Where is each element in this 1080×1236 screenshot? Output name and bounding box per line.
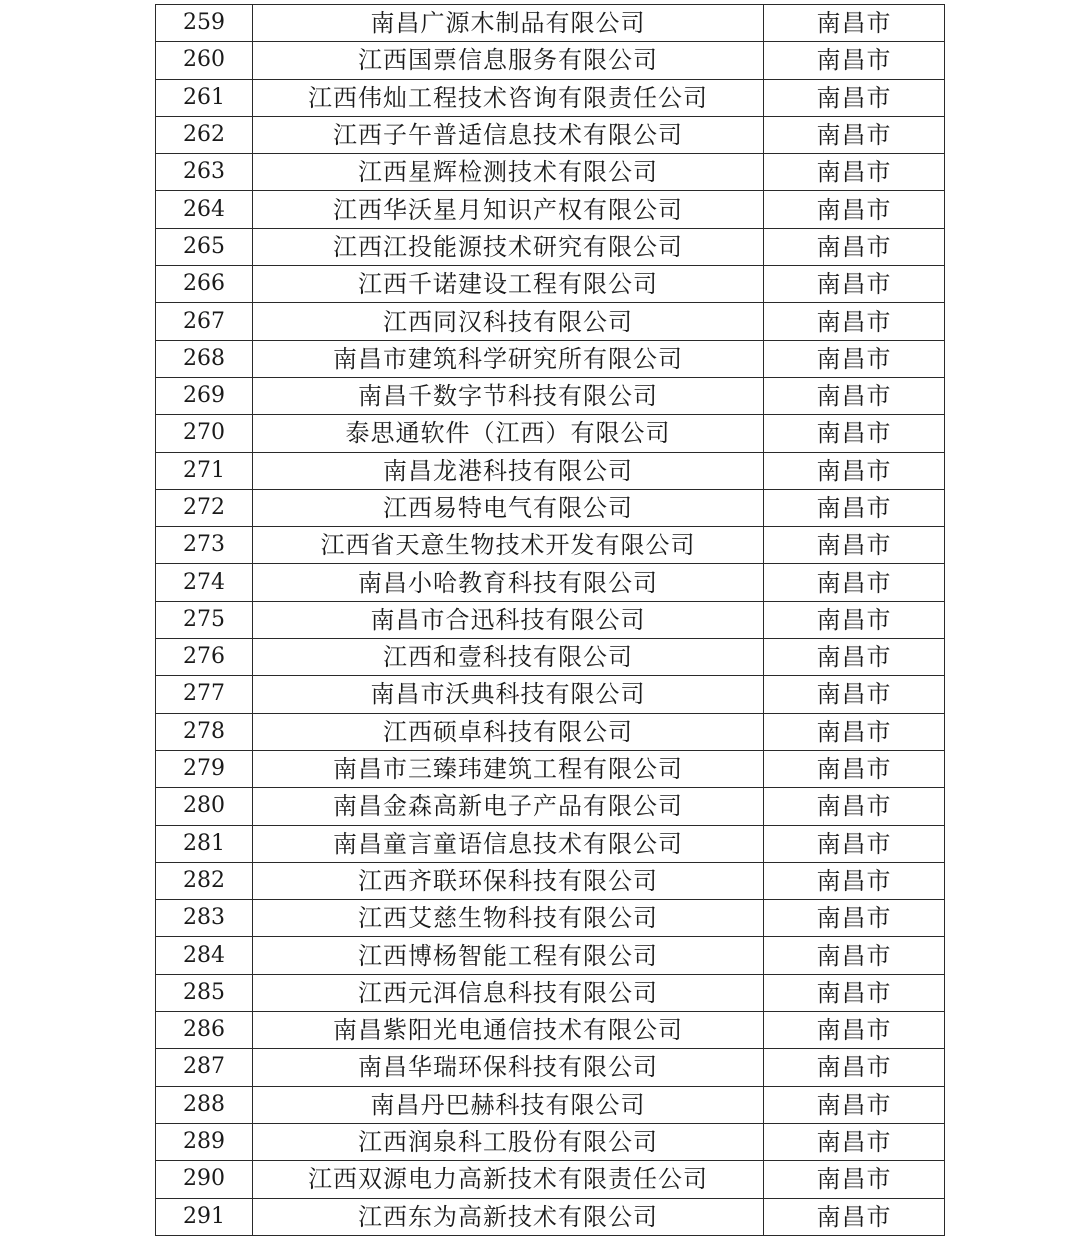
city-cell: 南昌市 — [764, 601, 945, 638]
table-row — [156, 676, 945, 713]
row-number-cell: 279 — [156, 750, 253, 787]
city-cell: 南昌市 — [764, 42, 945, 79]
table-row — [156, 1086, 945, 1123]
row-number-cell: 271 — [156, 452, 253, 489]
table-row — [156, 42, 945, 79]
city-cell: 南昌市 — [764, 415, 945, 452]
company-name-cell: 江西元洱信息科技有限公司 — [253, 974, 764, 1011]
row-number-cell: 264 — [156, 191, 253, 228]
row-number-cell: 260 — [156, 42, 253, 79]
row-number-cell: 261 — [156, 79, 253, 116]
table-row — [156, 303, 945, 340]
row-number-cell: 289 — [156, 1123, 253, 1160]
table-row — [156, 489, 945, 526]
row-number-cell: 274 — [156, 564, 253, 601]
city-cell: 南昌市 — [764, 228, 945, 265]
table-row — [156, 1123, 945, 1160]
row-number-cell: 283 — [156, 900, 253, 937]
row-number-cell: 276 — [156, 639, 253, 676]
city-cell: 南昌市 — [764, 116, 945, 153]
row-number-cell: 278 — [156, 713, 253, 750]
row-number-cell: 285 — [156, 974, 253, 1011]
company-name-cell: 江西子午普适信息技术有限公司 — [253, 116, 764, 153]
company-name-cell: 江西千诺建设工程有限公司 — [253, 266, 764, 303]
row-number-cell: 282 — [156, 862, 253, 899]
company-name-cell: 江西同汉科技有限公司 — [253, 303, 764, 340]
row-number-cell: 270 — [156, 415, 253, 452]
company-name-cell: 江西博杨智能工程有限公司 — [253, 937, 764, 974]
city-cell: 南昌市 — [764, 564, 945, 601]
city-cell: 南昌市 — [764, 489, 945, 526]
city-cell: 南昌市 — [764, 788, 945, 825]
table-row — [156, 825, 945, 862]
company-name-cell: 江西省天意生物技术开发有限公司 — [253, 527, 764, 564]
table-row — [156, 415, 945, 452]
city-cell: 南昌市 — [764, 862, 945, 899]
table-row — [156, 266, 945, 303]
city-cell: 南昌市 — [764, 1123, 945, 1160]
table-row — [156, 900, 945, 937]
company-name-cell: 南昌华瑞环保科技有限公司 — [253, 1049, 764, 1086]
company-name-cell: 南昌市合迅科技有限公司 — [253, 601, 764, 638]
city-cell: 南昌市 — [764, 937, 945, 974]
table-row — [156, 228, 945, 265]
company-name-cell: 江西易特电气有限公司 — [253, 489, 764, 526]
company-name-cell: 南昌龙港科技有限公司 — [253, 452, 764, 489]
company-name-cell: 江西华沃星月知识产权有限公司 — [253, 191, 764, 228]
company-name-cell: 南昌小哈教育科技有限公司 — [253, 564, 764, 601]
city-cell: 南昌市 — [764, 1049, 945, 1086]
city-cell: 南昌市 — [764, 1012, 945, 1049]
table-row — [156, 5, 945, 42]
row-number-cell: 265 — [156, 228, 253, 265]
company-name-cell: 南昌市建筑科学研究所有限公司 — [253, 340, 764, 377]
table-row — [156, 116, 945, 153]
table-row — [156, 937, 945, 974]
company-name-cell: 泰思通软件（江西）有限公司 — [253, 415, 764, 452]
city-cell: 南昌市 — [764, 527, 945, 564]
table-row — [156, 452, 945, 489]
city-cell: 南昌市 — [764, 452, 945, 489]
city-cell: 南昌市 — [764, 154, 945, 191]
table-row — [156, 750, 945, 787]
row-number-cell: 284 — [156, 937, 253, 974]
row-number-cell: 281 — [156, 825, 253, 862]
row-number-cell: 269 — [156, 377, 253, 414]
row-number-cell: 273 — [156, 527, 253, 564]
row-number-cell: 267 — [156, 303, 253, 340]
company-name-cell: 南昌丹巴赫科技有限公司 — [253, 1086, 764, 1123]
table-row — [156, 527, 945, 564]
city-cell: 南昌市 — [764, 340, 945, 377]
company-name-cell: 江西双源电力高新技术有限责任公司 — [253, 1161, 764, 1198]
row-number-cell: 287 — [156, 1049, 253, 1086]
company-list-table — [155, 4, 945, 1236]
table-body — [156, 5, 945, 1236]
table-row — [156, 713, 945, 750]
row-number-cell: 263 — [156, 154, 253, 191]
city-cell: 南昌市 — [764, 377, 945, 414]
city-cell: 南昌市 — [764, 79, 945, 116]
company-name-cell: 江西星辉检测技术有限公司 — [253, 154, 764, 191]
row-number-cell: 280 — [156, 788, 253, 825]
row-number-cell: 288 — [156, 1086, 253, 1123]
table-row — [156, 974, 945, 1011]
company-name-cell: 江西和壹科技有限公司 — [253, 639, 764, 676]
row-number-cell: 259 — [156, 5, 253, 42]
company-name-cell: 南昌千数字节科技有限公司 — [253, 377, 764, 414]
row-number-cell: 272 — [156, 489, 253, 526]
company-name-cell: 南昌童言童语信息技术有限公司 — [253, 825, 764, 862]
table-row — [156, 601, 945, 638]
city-cell: 南昌市 — [764, 1198, 945, 1235]
table-row — [156, 788, 945, 825]
company-name-cell: 南昌市沃典科技有限公司 — [253, 676, 764, 713]
city-cell: 南昌市 — [764, 900, 945, 937]
table-row — [156, 377, 945, 414]
row-number-cell: 277 — [156, 676, 253, 713]
company-name-cell: 江西东为高新技术有限公司 — [253, 1198, 764, 1235]
city-cell: 南昌市 — [764, 5, 945, 42]
table-row — [156, 862, 945, 899]
table-row — [156, 191, 945, 228]
company-list-table-wrapper — [155, 4, 941, 1236]
row-number-cell: 275 — [156, 601, 253, 638]
company-name-cell: 江西硕卓科技有限公司 — [253, 713, 764, 750]
city-cell: 南昌市 — [764, 713, 945, 750]
company-name-cell: 南昌广源木制品有限公司 — [253, 5, 764, 42]
table-row — [156, 1049, 945, 1086]
company-name-cell: 江西艾慈生物科技有限公司 — [253, 900, 764, 937]
table-row — [156, 564, 945, 601]
city-cell: 南昌市 — [764, 676, 945, 713]
city-cell: 南昌市 — [764, 974, 945, 1011]
row-number-cell: 291 — [156, 1198, 253, 1235]
table-row — [156, 1012, 945, 1049]
row-number-cell: 268 — [156, 340, 253, 377]
city-cell: 南昌市 — [764, 191, 945, 228]
company-name-cell: 南昌市三臻玮建筑工程有限公司 — [253, 750, 764, 787]
city-cell: 南昌市 — [764, 825, 945, 862]
company-name-cell: 南昌紫阳光电通信技术有限公司 — [253, 1012, 764, 1049]
city-cell: 南昌市 — [764, 303, 945, 340]
company-name-cell: 江西齐联环保科技有限公司 — [253, 862, 764, 899]
table-row — [156, 639, 945, 676]
company-name-cell: 江西润泉科工股份有限公司 — [253, 1123, 764, 1160]
company-name-cell: 江西国票信息服务有限公司 — [253, 42, 764, 79]
city-cell: 南昌市 — [764, 1161, 945, 1198]
city-cell: 南昌市 — [764, 1086, 945, 1123]
company-name-cell: 南昌金森高新电子产品有限公司 — [253, 788, 764, 825]
table-row — [156, 1198, 945, 1235]
company-name-cell: 江西伟灿工程技术咨询有限责任公司 — [253, 79, 764, 116]
row-number-cell: 266 — [156, 266, 253, 303]
row-number-cell: 286 — [156, 1012, 253, 1049]
table-row — [156, 340, 945, 377]
city-cell: 南昌市 — [764, 639, 945, 676]
table-row — [156, 154, 945, 191]
row-number-cell: 290 — [156, 1161, 253, 1198]
table-row — [156, 1161, 945, 1198]
company-name-cell: 江西江投能源技术研究有限公司 — [253, 228, 764, 265]
city-cell: 南昌市 — [764, 750, 945, 787]
table-row — [156, 79, 945, 116]
row-number-cell: 262 — [156, 116, 253, 153]
city-cell: 南昌市 — [764, 266, 945, 303]
